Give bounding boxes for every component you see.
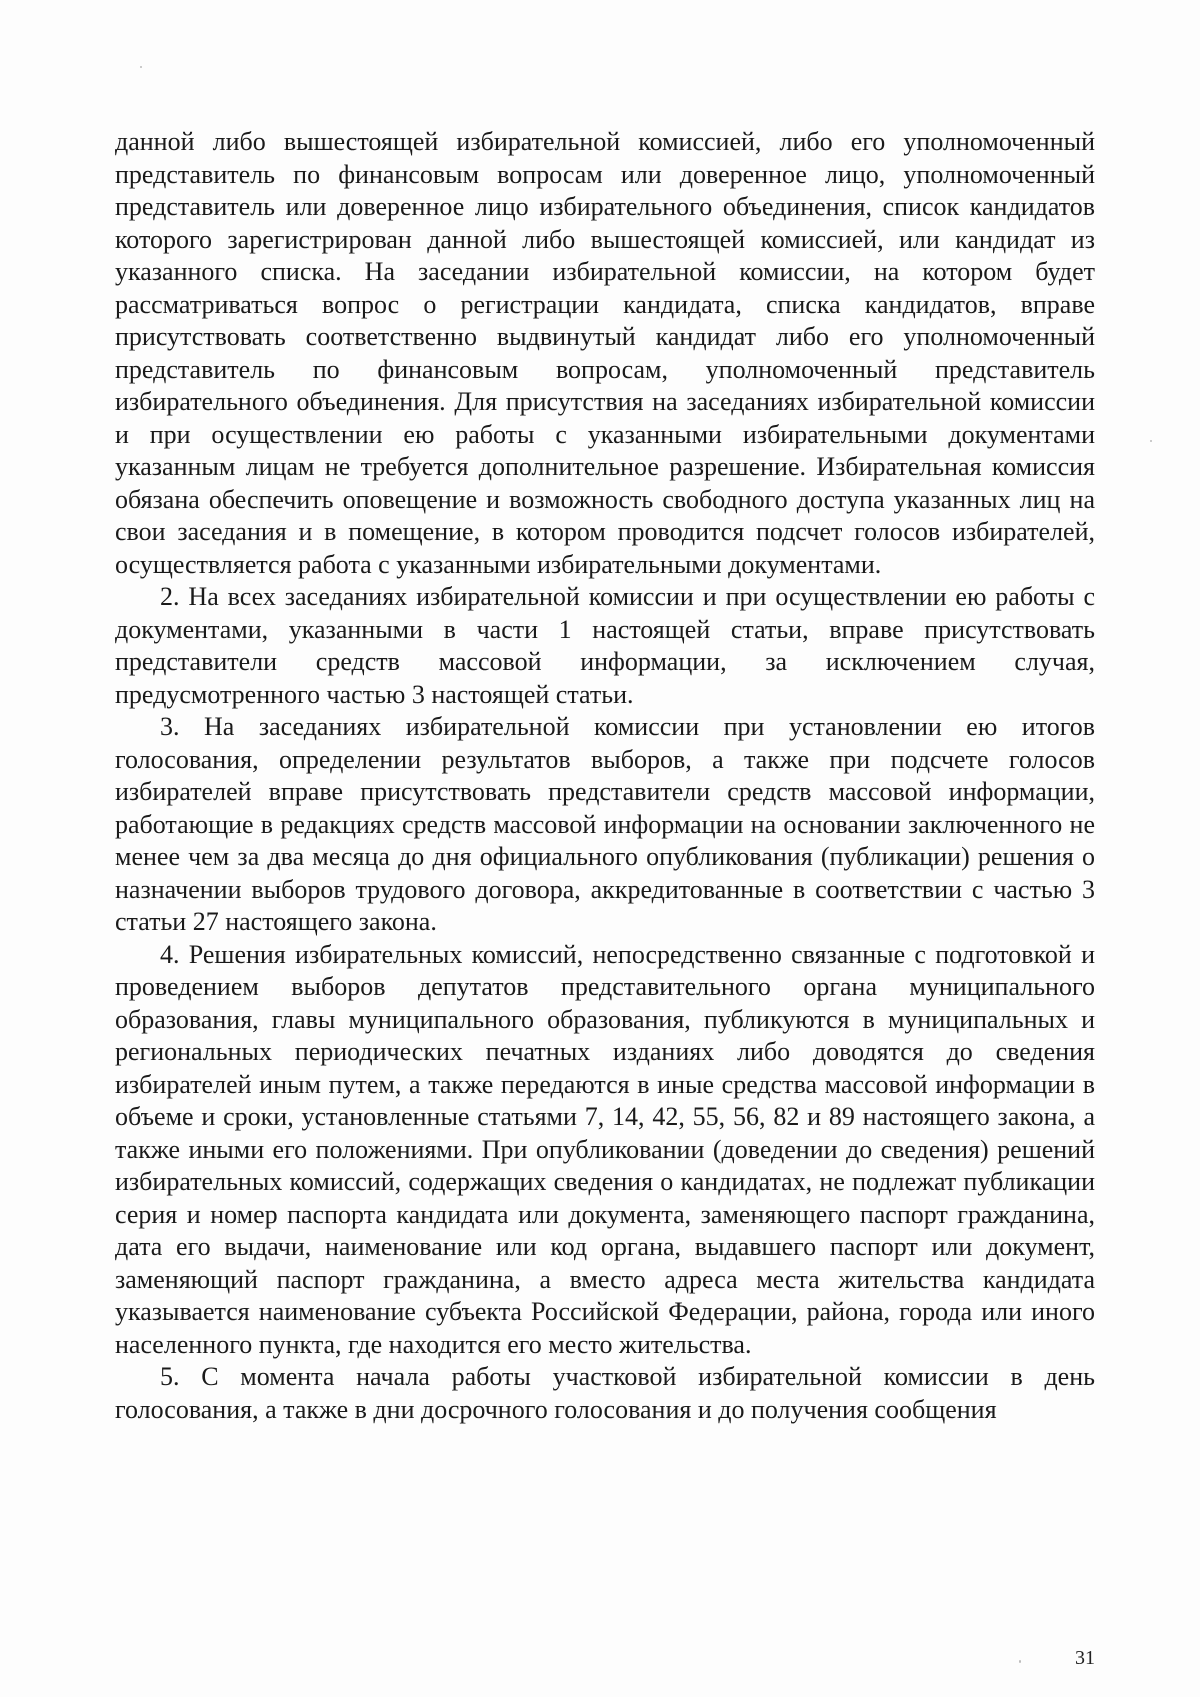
paragraph-4: 4. Решения избирательных комиссий, непосредственно связанные с подготовкой и проведением выборов депутатов представительного органа муниципального образования, главы муниципального образования, публикуются в муниципальных и региональных периодических печатных изданиях либо доводятся до сведения избирателей иным путем, а также передаются в иные средства массовой информации в объеме и сроки, установленные статьями 7, 14, 42, 55, 56, 82 и 89 настоящего закона, а также иными его положениями. При опубликовании (доведении до сведения) решений избирательных комиссий, содержащих сведения о кандидатах, не подлежат публикации серия и номер паспорта кандидата или документа, заменяющего паспорт гражданина, дата его выдачи, наименование или код органа, выдавшего паспорт или документ, заменяющий паспорт гражданина, а вместо адреса места жительства кандидата указывается наименование субъекта Российской Федерации, района, города или иного населенного пункта, где находится его место жительства. [115, 939, 1095, 1359]
scan-speck [1150, 440, 1152, 442]
scan-speck [1019, 1660, 1021, 1663]
paragraph-5: 5. С момента начала работы участковой избирательной комиссии в день голосования, а также в дни досрочного голосования и до получения сообщения [115, 1362, 1095, 1424]
body-text [115, 126, 1095, 1426]
paragraph-2: 2. На всех заседаниях избирательной комиссии и при осуществлении ею работы с документами, указанными в части 1 настоящей статьи, вправе присутствовать представители средств массовой информации, за исключением случая, предусмотренного частью 3 настоящей статьи. [115, 582, 1095, 709]
paragraph-3: 3. На заседаниях избирательной комиссии при установлении ею итогов голосования, определении результатов выборов, а также при подсчете голосов избирателей вправе присутствовать представители средств массовой информации, работающие в редакциях средств массовой информации на основании заключенного не менее чем за два месяца до дня официального опубликования (публикации) решения о назначении выборов трудового договора, аккредитованные в соответствии с частью 3 статьи 27 настоящего закона. [115, 712, 1095, 936]
paragraph-continuation: данной либо вышестоящей избирательной комиссией, либо его уполномоченный представитель по финансовым вопросам или доверенное лицо, уполномоченный представитель или доверенное лицо избирательного объединения, список кандидатов которого зарегистрирован данной либо вышестоящей комиссией, или кандидат из указанного списка. На заседании избирательной комиссии, на котором будет рассматриваться вопрос о регистрации кандидата, списка кандидатов, вправе присутствовать соответственно выдвинутый кандидат либо его уполномоченный представитель по финансовым вопросам, уполномоченный представитель избирательного объединения. Для присутствия на заседаниях избирательной комиссии и при осуществлении ею работы с указанными избирательными документами указанным лицам не требуется дополнительное разрешение. Избирательная комиссия обязана обеспечить оповещение и возможность свободного доступа указанных лиц на свои заседания и в помещение, в котором проводится подсчет голосов избирателей, осуществляется работа с указанными избирательными документами. [115, 127, 1095, 579]
page-number: 31 [1075, 1647, 1095, 1669]
scan-speck [140, 66, 142, 68]
